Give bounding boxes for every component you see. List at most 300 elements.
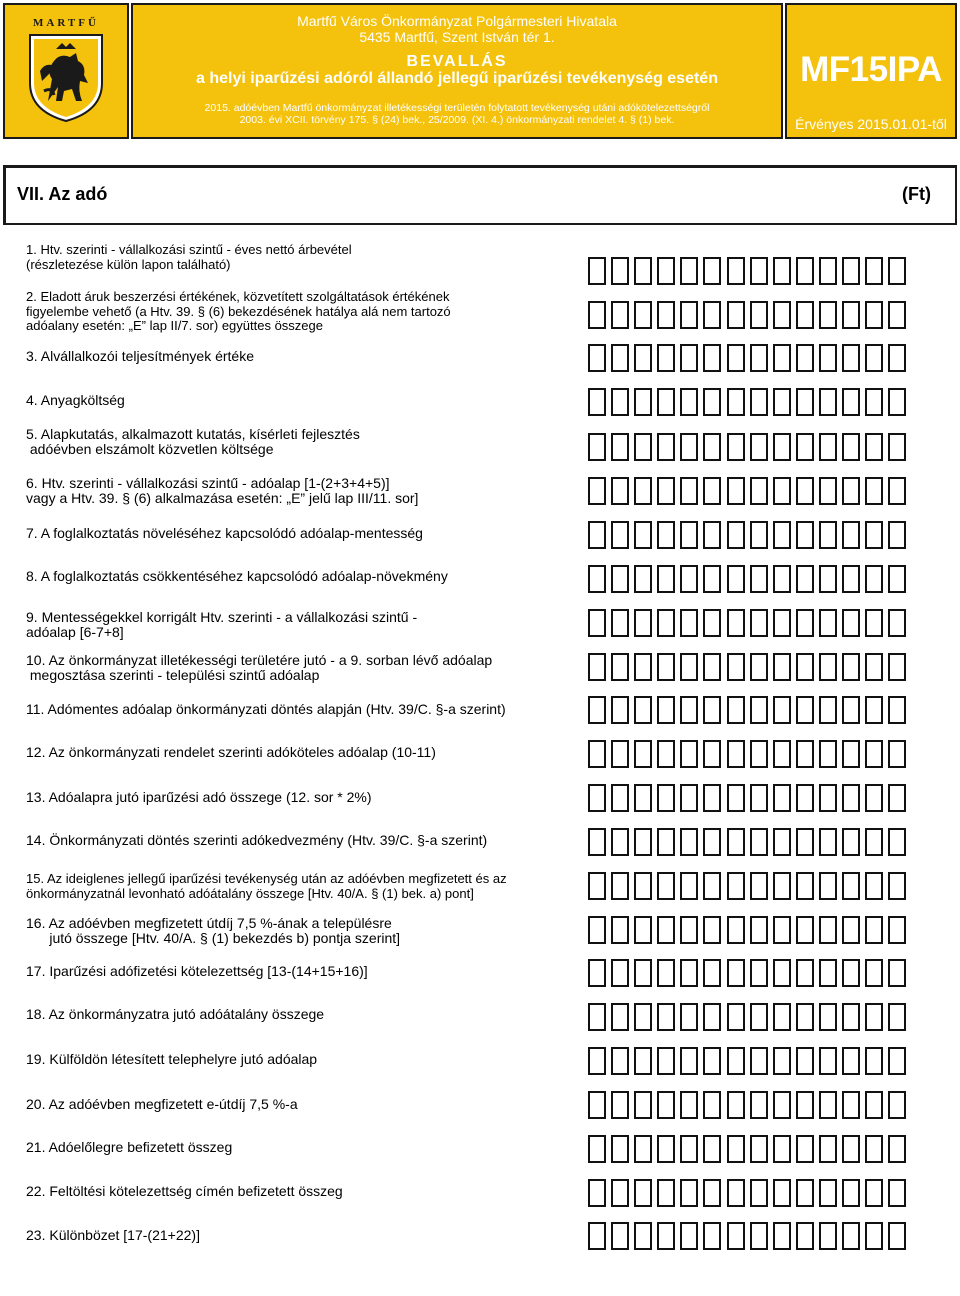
digit-box[interactable] [888,872,906,900]
digit-box[interactable] [727,1003,745,1031]
digit-box[interactable] [727,828,745,856]
digit-box[interactable] [634,1047,652,1075]
digit-box[interactable] [773,565,791,593]
digit-box[interactable] [611,784,629,812]
digit-box[interactable] [588,1003,606,1031]
digit-box[interactable] [819,433,837,461]
digit-box[interactable] [842,1179,860,1207]
digit-box[interactable] [888,477,906,505]
digit-box[interactable] [750,344,768,372]
digit-box[interactable] [773,477,791,505]
digit-box[interactable] [842,609,860,637]
digit-box[interactable] [865,344,883,372]
digit-box[interactable] [611,609,629,637]
digit-box[interactable] [865,1135,883,1163]
digit-box[interactable] [888,433,906,461]
digit-box[interactable] [842,565,860,593]
digit-box[interactable] [865,916,883,944]
digit-box[interactable] [588,1222,606,1250]
digit-box[interactable] [703,388,721,416]
digit-box[interactable] [750,388,768,416]
digit-box[interactable] [750,959,768,987]
digit-box[interactable] [657,1135,675,1163]
digit-box[interactable] [750,1222,768,1250]
digit-box[interactable] [611,433,629,461]
digit-box[interactable] [888,1179,906,1207]
digit-box[interactable] [657,828,675,856]
digit-box[interactable] [680,433,698,461]
digit-box[interactable] [703,1179,721,1207]
digit-box[interactable] [727,301,745,329]
digit-box[interactable] [680,916,698,944]
digit-box[interactable] [842,1135,860,1163]
digit-box[interactable] [842,872,860,900]
digit-box[interactable] [819,609,837,637]
digit-box[interactable] [657,257,675,285]
digit-box[interactable] [634,1222,652,1250]
digit-box[interactable] [727,1091,745,1119]
digit-box[interactable] [657,521,675,549]
digit-box[interactable] [773,916,791,944]
digit-box[interactable] [865,959,883,987]
digit-box[interactable] [588,477,606,505]
digit-box[interactable] [611,959,629,987]
digit-box[interactable] [727,477,745,505]
digit-box[interactable] [611,1047,629,1075]
digit-box[interactable] [611,653,629,681]
digit-box[interactable] [819,257,837,285]
digit-box[interactable] [703,1222,721,1250]
digit-box[interactable] [588,1047,606,1075]
digit-box[interactable] [865,521,883,549]
digit-box[interactable] [703,828,721,856]
digit-box[interactable] [680,301,698,329]
digit-box[interactable] [888,565,906,593]
digit-box[interactable] [888,828,906,856]
digit-box[interactable] [703,1091,721,1119]
digit-box[interactable] [865,653,883,681]
digit-box[interactable] [657,301,675,329]
digit-box[interactable] [611,1222,629,1250]
digit-box[interactable] [865,696,883,724]
digit-box[interactable] [865,1091,883,1119]
digit-box[interactable] [588,344,606,372]
digit-box[interactable] [727,521,745,549]
digit-box[interactable] [634,740,652,768]
digit-box[interactable] [657,696,675,724]
digit-box[interactable] [727,784,745,812]
digit-box[interactable] [680,1135,698,1163]
digit-box[interactable] [703,477,721,505]
digit-box[interactable] [796,344,814,372]
digit-box[interactable] [819,828,837,856]
digit-box[interactable] [865,1003,883,1031]
digit-box[interactable] [865,433,883,461]
digit-box[interactable] [819,653,837,681]
digit-box[interactable] [819,1135,837,1163]
digit-box[interactable] [680,388,698,416]
digit-box[interactable] [680,653,698,681]
digit-box[interactable] [588,433,606,461]
digit-box[interactable] [703,1135,721,1163]
digit-box[interactable] [842,433,860,461]
digit-box[interactable] [773,609,791,637]
digit-box[interactable] [796,609,814,637]
digit-box[interactable] [657,1003,675,1031]
digit-box[interactable] [727,344,745,372]
digit-box[interactable] [611,740,629,768]
digit-box[interactable] [657,388,675,416]
digit-box[interactable] [727,257,745,285]
digit-box[interactable] [634,1003,652,1031]
digit-box[interactable] [888,916,906,944]
digit-box[interactable] [588,740,606,768]
digit-box[interactable] [680,1047,698,1075]
digit-box[interactable] [773,1222,791,1250]
digit-box[interactable] [773,1003,791,1031]
digit-box[interactable] [680,344,698,372]
digit-box[interactable] [819,1222,837,1250]
digit-box[interactable] [703,301,721,329]
digit-box[interactable] [634,609,652,637]
digit-box[interactable] [611,696,629,724]
digit-box[interactable] [773,521,791,549]
digit-box[interactable] [773,784,791,812]
digit-box[interactable] [727,1179,745,1207]
digit-box[interactable] [750,1179,768,1207]
digit-box[interactable] [750,740,768,768]
digit-box[interactable] [634,1135,652,1163]
digit-box[interactable] [750,301,768,329]
digit-box[interactable] [888,1047,906,1075]
digit-box[interactable] [773,1135,791,1163]
digit-box[interactable] [773,959,791,987]
digit-box[interactable] [750,1091,768,1119]
digit-box[interactable] [680,959,698,987]
digit-box[interactable] [680,784,698,812]
digit-box[interactable] [819,477,837,505]
digit-box[interactable] [657,1047,675,1075]
digit-box[interactable] [796,828,814,856]
digit-box[interactable] [796,521,814,549]
digit-box[interactable] [703,344,721,372]
digit-box[interactable] [819,565,837,593]
digit-box[interactable] [657,344,675,372]
digit-box[interactable] [703,1003,721,1031]
digit-box[interactable] [703,609,721,637]
digit-box[interactable] [634,784,652,812]
digit-box[interactable] [727,1047,745,1075]
digit-box[interactable] [588,257,606,285]
digit-box[interactable] [657,740,675,768]
digit-box[interactable] [773,433,791,461]
digit-box[interactable] [888,784,906,812]
digit-box[interactable] [680,1003,698,1031]
digit-box[interactable] [727,653,745,681]
digit-box[interactable] [727,1222,745,1250]
digit-box[interactable] [703,1047,721,1075]
digit-box[interactable] [865,784,883,812]
digit-box[interactable] [611,344,629,372]
digit-box[interactable] [727,388,745,416]
digit-box[interactable] [842,301,860,329]
digit-box[interactable] [703,433,721,461]
digit-box[interactable] [657,433,675,461]
digit-box[interactable] [680,696,698,724]
digit-box[interactable] [865,565,883,593]
digit-box[interactable] [865,301,883,329]
digit-box[interactable] [750,521,768,549]
digit-box[interactable] [657,1091,675,1119]
digit-box[interactable] [588,388,606,416]
digit-box[interactable] [657,872,675,900]
digit-box[interactable] [588,609,606,637]
digit-box[interactable] [703,257,721,285]
digit-box[interactable] [703,565,721,593]
digit-box[interactable] [796,1047,814,1075]
digit-box[interactable] [657,565,675,593]
digit-box[interactable] [796,916,814,944]
digit-box[interactable] [888,301,906,329]
digit-box[interactable] [680,1222,698,1250]
digit-box[interactable] [727,1135,745,1163]
digit-box[interactable] [680,609,698,637]
digit-box[interactable] [796,433,814,461]
digit-box[interactable] [842,696,860,724]
digit-box[interactable] [796,653,814,681]
digit-box[interactable] [634,257,652,285]
digit-box[interactable] [865,872,883,900]
digit-box[interactable] [842,477,860,505]
digit-box[interactable] [842,740,860,768]
digit-box[interactable] [773,740,791,768]
digit-box[interactable] [796,257,814,285]
digit-box[interactable] [796,1091,814,1119]
digit-box[interactable] [819,521,837,549]
digit-box[interactable] [796,565,814,593]
digit-box[interactable] [819,740,837,768]
digit-box[interactable] [796,959,814,987]
digit-box[interactable] [842,653,860,681]
digit-box[interactable] [819,872,837,900]
digit-box[interactable] [750,696,768,724]
digit-box[interactable] [888,257,906,285]
digit-box[interactable] [819,1179,837,1207]
digit-box[interactable] [842,521,860,549]
digit-box[interactable] [888,1222,906,1250]
digit-box[interactable] [750,257,768,285]
digit-box[interactable] [703,696,721,724]
digit-box[interactable] [634,1179,652,1207]
digit-box[interactable] [588,1179,606,1207]
digit-box[interactable] [680,872,698,900]
digit-box[interactable] [888,609,906,637]
digit-box[interactable] [865,828,883,856]
digit-box[interactable] [703,916,721,944]
digit-box[interactable] [588,565,606,593]
digit-box[interactable] [657,784,675,812]
digit-box[interactable] [750,653,768,681]
digit-box[interactable] [842,784,860,812]
digit-box[interactable] [611,521,629,549]
digit-box[interactable] [819,696,837,724]
digit-box[interactable] [842,1222,860,1250]
digit-box[interactable] [888,1091,906,1119]
digit-box[interactable] [750,1047,768,1075]
digit-box[interactable] [588,828,606,856]
digit-box[interactable] [634,959,652,987]
digit-box[interactable] [888,388,906,416]
digit-box[interactable] [588,1135,606,1163]
digit-box[interactable] [611,565,629,593]
digit-box[interactable] [865,477,883,505]
digit-box[interactable] [796,696,814,724]
digit-box[interactable] [773,301,791,329]
digit-box[interactable] [680,257,698,285]
digit-box[interactable] [634,1091,652,1119]
digit-box[interactable] [611,916,629,944]
digit-box[interactable] [750,872,768,900]
digit-box[interactable] [634,433,652,461]
digit-box[interactable] [611,828,629,856]
digit-box[interactable] [680,828,698,856]
digit-box[interactable] [796,872,814,900]
digit-box[interactable] [703,784,721,812]
digit-box[interactable] [611,1091,629,1119]
digit-box[interactable] [588,301,606,329]
digit-box[interactable] [750,433,768,461]
digit-box[interactable] [611,388,629,416]
digit-box[interactable] [773,696,791,724]
digit-box[interactable] [611,1179,629,1207]
digit-box[interactable] [588,1091,606,1119]
digit-box[interactable] [727,565,745,593]
digit-box[interactable] [773,344,791,372]
digit-box[interactable] [796,1003,814,1031]
digit-box[interactable] [703,740,721,768]
digit-box[interactable] [842,1047,860,1075]
digit-box[interactable] [842,828,860,856]
digit-box[interactable] [727,740,745,768]
digit-box[interactable] [819,301,837,329]
digit-box[interactable] [865,740,883,768]
digit-box[interactable] [611,1003,629,1031]
digit-box[interactable] [796,740,814,768]
digit-box[interactable] [680,1091,698,1119]
digit-box[interactable] [727,696,745,724]
digit-box[interactable] [796,1179,814,1207]
digit-box[interactable] [819,344,837,372]
digit-box[interactable] [588,916,606,944]
digit-box[interactable] [865,257,883,285]
digit-box[interactable] [750,477,768,505]
digit-box[interactable] [657,1222,675,1250]
digit-box[interactable] [773,872,791,900]
digit-box[interactable] [750,565,768,593]
digit-box[interactable] [634,521,652,549]
digit-box[interactable] [842,344,860,372]
digit-box[interactable] [680,740,698,768]
digit-box[interactable] [819,388,837,416]
digit-box[interactable] [634,828,652,856]
digit-box[interactable] [865,1047,883,1075]
digit-box[interactable] [750,916,768,944]
digit-box[interactable] [657,1179,675,1207]
digit-box[interactable] [727,433,745,461]
digit-box[interactable] [657,916,675,944]
digit-box[interactable] [680,521,698,549]
digit-box[interactable] [703,872,721,900]
digit-box[interactable] [750,609,768,637]
digit-box[interactable] [634,696,652,724]
digit-box[interactable] [750,828,768,856]
digit-box[interactable] [842,257,860,285]
digit-box[interactable] [888,696,906,724]
digit-box[interactable] [888,653,906,681]
digit-box[interactable] [750,1135,768,1163]
digit-box[interactable] [634,653,652,681]
digit-box[interactable] [588,653,606,681]
digit-box[interactable] [611,477,629,505]
digit-box[interactable] [865,609,883,637]
digit-box[interactable] [611,257,629,285]
digit-box[interactable] [888,959,906,987]
digit-box[interactable] [727,959,745,987]
digit-box[interactable] [750,1003,768,1031]
digit-box[interactable] [657,477,675,505]
digit-box[interactable] [773,388,791,416]
digit-box[interactable] [750,784,768,812]
digit-box[interactable] [842,1091,860,1119]
digit-box[interactable] [888,1135,906,1163]
digit-box[interactable] [819,784,837,812]
digit-box[interactable] [865,388,883,416]
digit-box[interactable] [888,1003,906,1031]
digit-box[interactable] [727,916,745,944]
digit-box[interactable] [634,301,652,329]
digit-box[interactable] [773,828,791,856]
digit-box[interactable] [796,301,814,329]
digit-box[interactable] [611,301,629,329]
digit-box[interactable] [888,344,906,372]
digit-box[interactable] [865,1179,883,1207]
digit-box[interactable] [727,609,745,637]
digit-box[interactable] [703,959,721,987]
digit-box[interactable] [634,916,652,944]
digit-box[interactable] [773,1047,791,1075]
digit-box[interactable] [634,565,652,593]
digit-box[interactable] [634,388,652,416]
digit-box[interactable] [888,740,906,768]
digit-box[interactable] [703,653,721,681]
digit-box[interactable] [796,1135,814,1163]
digit-box[interactable] [588,784,606,812]
digit-box[interactable] [865,1222,883,1250]
digit-box[interactable] [657,609,675,637]
digit-box[interactable] [588,521,606,549]
digit-box[interactable] [796,1222,814,1250]
digit-box[interactable] [680,1179,698,1207]
digit-box[interactable] [819,959,837,987]
digit-box[interactable] [819,916,837,944]
digit-box[interactable] [727,872,745,900]
digit-box[interactable] [680,565,698,593]
digit-box[interactable] [796,477,814,505]
digit-box[interactable] [842,916,860,944]
digit-box[interactable] [588,872,606,900]
digit-box[interactable] [588,696,606,724]
digit-box[interactable] [773,1179,791,1207]
